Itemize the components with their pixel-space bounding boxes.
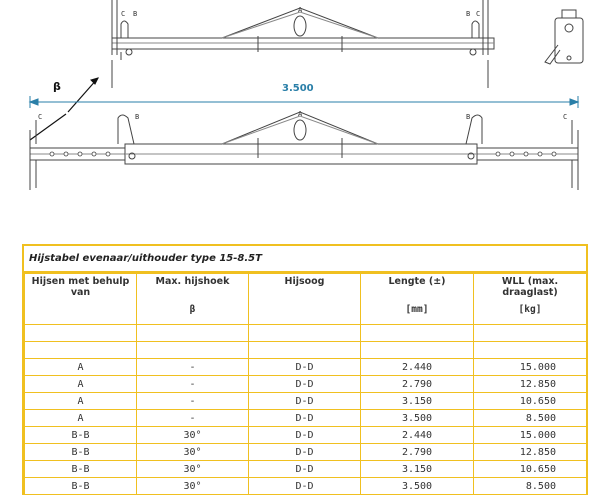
unit-lifting-eye bbox=[249, 304, 361, 325]
cell-length: 3.150 bbox=[361, 461, 474, 478]
table-row bbox=[25, 359, 587, 376]
cell-lifting-method: A bbox=[25, 376, 137, 393]
label-b-bottom-right: B bbox=[466, 113, 471, 121]
unit-max-angle: β bbox=[137, 304, 249, 325]
header-lifting-eye: Hijsoog bbox=[249, 274, 361, 305]
table-units-row bbox=[25, 304, 587, 325]
label-a-top: A bbox=[298, 6, 303, 14]
table-row bbox=[25, 478, 587, 495]
cell-length: 2.440 bbox=[361, 359, 474, 376]
cell-length: 3.500 bbox=[361, 478, 474, 495]
cell-lifting-eye: D-D bbox=[249, 376, 361, 393]
table-row bbox=[25, 444, 587, 461]
unit-lifting-method bbox=[25, 304, 137, 325]
cell-wll: 8.500 bbox=[474, 478, 587, 495]
cell-lifting-method: B-B bbox=[25, 444, 137, 461]
cell-lifting-method: B-B bbox=[25, 461, 137, 478]
cell-lifting-method: B-B bbox=[25, 427, 137, 444]
top-eye bbox=[294, 16, 306, 36]
cell-length: 2.790 bbox=[361, 376, 474, 393]
cell-wll: 15.000 bbox=[474, 359, 587, 376]
label-b-top-left: B bbox=[133, 10, 138, 18]
cell-lifting-eye: D-D bbox=[249, 478, 361, 495]
label-c-top-left: C bbox=[121, 10, 126, 18]
header-lifting-method: Hijsen met behulp van bbox=[25, 274, 137, 305]
load-table bbox=[22, 244, 588, 495]
cell-lifting-method: A bbox=[25, 410, 137, 427]
cell-lifting-method: B-B bbox=[25, 478, 137, 495]
spacer-row bbox=[25, 325, 587, 342]
cell-lifting-eye: D-D bbox=[249, 359, 361, 376]
cell-wll: 10.650 bbox=[474, 393, 587, 410]
label-b-top-right: B bbox=[466, 10, 471, 18]
table-row bbox=[25, 393, 587, 410]
cell-wll: 10.650 bbox=[474, 461, 587, 478]
label-c-top-right: C bbox=[476, 10, 481, 18]
bottom-eye bbox=[294, 120, 306, 140]
label-b-bottom-left: B bbox=[135, 113, 140, 121]
cell-max-angle: 30° bbox=[137, 444, 249, 461]
spacer-row bbox=[25, 342, 587, 359]
technical-drawing bbox=[0, 0, 600, 235]
cell-lifting-eye: D-D bbox=[249, 393, 361, 410]
label-c-bottom-right: C bbox=[563, 113, 568, 121]
header-wll: WLL (max. draaglast) bbox=[474, 274, 587, 305]
cell-max-angle: - bbox=[137, 393, 249, 410]
cell-max-angle: 30° bbox=[137, 461, 249, 478]
unit-length: [mm] bbox=[361, 304, 474, 325]
load-table-grid bbox=[24, 273, 587, 495]
cell-max-angle: 30° bbox=[137, 478, 249, 495]
table-header-row bbox=[25, 274, 587, 305]
cell-lifting-method: A bbox=[25, 359, 137, 376]
cell-length: 3.150 bbox=[361, 393, 474, 410]
table-row bbox=[25, 461, 587, 478]
beta-angle-label: β bbox=[53, 80, 61, 93]
header-max-angle: Max. hijshoek bbox=[137, 274, 249, 305]
cell-lifting-method: A bbox=[25, 393, 137, 410]
cell-max-angle: - bbox=[137, 410, 249, 427]
table-row bbox=[25, 376, 587, 393]
unit-wll: [kg] bbox=[474, 304, 587, 325]
cell-lifting-eye: D-D bbox=[249, 410, 361, 427]
cell-length: 3.500 bbox=[361, 410, 474, 427]
table-row bbox=[25, 427, 587, 444]
cell-length: 2.790 bbox=[361, 444, 474, 461]
label-a-bottom: A bbox=[298, 110, 303, 118]
cell-wll: 15.000 bbox=[474, 427, 587, 444]
cell-lifting-eye: D-D bbox=[249, 427, 361, 444]
cell-lifting-eye: D-D bbox=[249, 461, 361, 478]
cell-wll: 8.500 bbox=[474, 410, 587, 427]
cell-wll: 12.850 bbox=[474, 376, 587, 393]
header-length: Lengte (±) bbox=[361, 274, 474, 305]
table-title: Hijstabel evenaar/uithouder type 15-8.5T bbox=[24, 246, 586, 273]
label-c-bottom-left: C bbox=[38, 113, 43, 121]
cell-length: 2.440 bbox=[361, 427, 474, 444]
table-row bbox=[25, 410, 587, 427]
cell-max-angle: - bbox=[137, 359, 249, 376]
cell-wll: 12.850 bbox=[474, 444, 587, 461]
cell-max-angle: 30° bbox=[137, 427, 249, 444]
length-dimension-label: 3.500 bbox=[282, 83, 314, 94]
cell-lifting-eye: D-D bbox=[249, 444, 361, 461]
cell-max-angle: - bbox=[137, 376, 249, 393]
